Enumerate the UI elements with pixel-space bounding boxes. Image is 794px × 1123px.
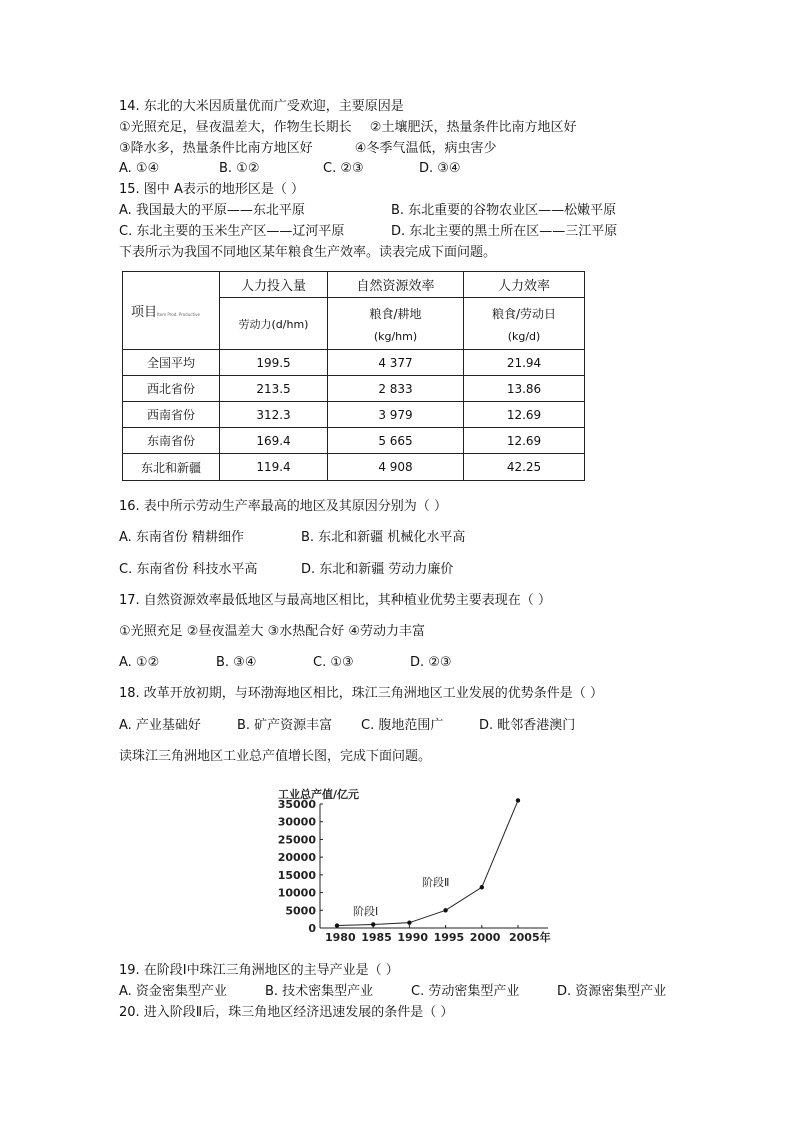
cell-labor: 119.4 xyxy=(220,454,328,481)
cell-region: 西北省份 xyxy=(123,376,220,402)
header-col3-mid: 粮食/劳动日 xyxy=(491,306,557,321)
cell-human: 12.69 xyxy=(464,402,585,428)
chart-intro: 读珠江三角洲地区工业总产值增长图，完成下面问题。 xyxy=(119,749,432,764)
cell-human: 42.25 xyxy=(464,454,585,481)
q15-options-row1 xyxy=(119,203,616,219)
q17-stem: 17. 自然资源效率最低地区与最高地区相比，其种植业优势主要表现在（ ） xyxy=(119,593,551,608)
q19-option-d[interactable]: D. 资源密集型产业 xyxy=(557,984,667,999)
header-col3-sub xyxy=(464,298,585,350)
header-col1-top: 人力投入量 xyxy=(220,272,328,298)
header-col2-top: 自然资源效率 xyxy=(328,272,464,298)
data-point xyxy=(480,885,484,889)
header-col3-top: 人力效率 xyxy=(464,272,585,298)
x-tick-label: 1990 xyxy=(397,931,429,944)
q15-option-d[interactable]: D. 东北主要的黑土所在区——三江平原 xyxy=(391,224,618,239)
cell-human: 21.94 xyxy=(464,350,585,376)
q15-stem: 15. 图中 A表示的地形区是（ ） xyxy=(119,182,304,197)
grain-efficiency-table xyxy=(122,271,585,481)
q17-option-c[interactable]: C. ①③ xyxy=(313,655,354,670)
q20-stem: 20. 进入阶段Ⅱ后，珠三角地区经济迅速发展的条件是（ ） xyxy=(119,1005,454,1020)
x-tick-label: 2005年 xyxy=(509,931,551,944)
cell-land: 4 908 xyxy=(328,454,464,481)
cell-region: 东北和新疆 xyxy=(123,454,220,481)
cell-labor: 169.4 xyxy=(220,428,328,454)
cell-labor: 199.5 xyxy=(220,350,328,376)
q14-option-c[interactable]: C. ②③ xyxy=(323,161,364,176)
cell-land: 4 377 xyxy=(328,350,464,376)
header-item xyxy=(123,272,220,350)
q19-option-a[interactable]: A. 资金密集型产业 xyxy=(119,984,227,999)
y-tick-label: 30000 xyxy=(277,815,316,829)
x-tick-label: 1995 xyxy=(433,931,465,944)
q14-item-4: ④冬季气温低，病虫害少 xyxy=(354,141,497,156)
q14-option-d[interactable]: D. ③④ xyxy=(419,161,461,176)
q19-options xyxy=(119,984,666,1000)
q19-option-c[interactable]: C. 劳动密集型产业 xyxy=(411,984,520,999)
q16-option-a[interactable]: A. 东南省份 精耕细作 xyxy=(119,530,245,545)
q17-option-a[interactable]: A. ①② xyxy=(119,655,160,670)
q14-item-1: ①光照充足，昼夜温差大，作物生长期长 xyxy=(119,120,352,135)
q14-stem: 14. 东北的大米因质量优而广受欢迎，主要原因是 xyxy=(119,99,404,114)
header-col1-unit: 劳动力(d/hm) xyxy=(238,317,309,331)
cell-labor: 213.5 xyxy=(220,376,328,402)
cell-human: 12.69 xyxy=(464,428,585,454)
data-point xyxy=(335,923,339,927)
q16-option-b[interactable]: B. 东北和新疆 机械化水平高 xyxy=(301,530,466,545)
q15-options-row2 xyxy=(119,224,617,240)
q16-option-c[interactable]: C. 东南省份 科技水平高 xyxy=(119,562,258,577)
industry-output-chart xyxy=(268,782,558,946)
q14-options xyxy=(119,161,461,177)
table-intro: 下表所示为我国不同地区某年粮食生产效率。读表完成下面问题。 xyxy=(119,245,497,260)
q14-items-row1 xyxy=(119,120,576,136)
y-tick-label: 0 xyxy=(308,922,316,935)
cell-land: 5 665 xyxy=(328,428,464,454)
header-col2-unit: (kg/hm) xyxy=(373,329,418,343)
y-tick-label: 5000 xyxy=(285,904,316,918)
cell-human: 13.86 xyxy=(464,376,585,402)
cell-land: 2 833 xyxy=(328,376,464,402)
q18-stem: 18. 改革开放初期，与环渤海地区相比，珠江三角洲地区工业发展的优势条件是（ ） xyxy=(119,686,603,701)
q18-option-d[interactable]: D. 毗邻香港澳门 xyxy=(479,718,576,733)
annotation-stage-1: 阶段Ⅰ xyxy=(353,905,379,918)
q16-options-row1 xyxy=(119,530,465,546)
table-row xyxy=(123,350,585,376)
q14-items-row2 xyxy=(119,141,496,157)
x-tick-label: 2000 xyxy=(469,931,501,944)
q15-option-b[interactable]: B. 东北重要的谷物农业区——松嫩平原 xyxy=(391,203,617,218)
q16-options-row2 xyxy=(119,562,453,578)
table-row xyxy=(123,402,585,428)
q18-option-c[interactable]: C. 腹地范围广 xyxy=(361,718,444,733)
q16-option-d[interactable]: D. 东北和新疆 劳动力廉价 xyxy=(301,562,454,577)
x-tick-label: 1985 xyxy=(361,931,392,944)
header-col2-mid: 粮食/耕地 xyxy=(369,306,422,321)
data-point xyxy=(516,798,520,802)
q17-option-b[interactable]: B. ③④ xyxy=(216,655,257,670)
q16-stem: 16. 表中所示劳动生产率最高的地区及其原因分别为（ ） xyxy=(119,499,447,514)
data-point xyxy=(371,922,375,926)
q15-option-c[interactable]: C. 东北主要的玉米生产区——辽河平原 xyxy=(119,224,345,239)
cell-labor: 312.3 xyxy=(220,402,328,428)
cell-region: 东南省份 xyxy=(123,428,220,454)
cell-region: 全国平均 xyxy=(123,350,220,376)
q17-items: ①光照充足 ②昼夜温差大 ③水热配合好 ④劳动力丰富 xyxy=(119,624,426,639)
y-tick-label: 15000 xyxy=(277,868,316,882)
y-tick-label: 10000 xyxy=(277,886,316,900)
q19-stem: 19. 在阶段Ⅰ中珠江三角洲地区的主导产业是（ ） xyxy=(119,963,399,978)
q15-option-a[interactable]: A. 我国最大的平原——东北平原 xyxy=(119,203,305,218)
q17-option-d[interactable]: D. ②③ xyxy=(410,655,452,670)
cell-region: 西南省份 xyxy=(123,402,220,428)
q18-options xyxy=(119,718,575,734)
y-tick-label: 25000 xyxy=(277,833,316,847)
annotation-stage-2: 阶段Ⅱ xyxy=(422,876,450,889)
q14-option-a[interactable]: A. ①④ xyxy=(119,161,160,176)
header-col2-sub xyxy=(328,298,464,350)
q14-item-2: ②土壤肥沃，热量条件比南方地区好 xyxy=(369,120,577,135)
data-point xyxy=(407,920,411,924)
q17-options xyxy=(119,655,452,671)
header-item-label: 项目 xyxy=(131,305,158,320)
y-axis-label: 工业总产值/亿元 xyxy=(278,788,360,801)
q18-option-a[interactable]: A. 产业基础好 xyxy=(119,718,201,733)
q19-option-b[interactable]: B. 技术密集型产业 xyxy=(265,984,374,999)
table-row xyxy=(123,376,585,402)
data-point xyxy=(443,908,447,912)
y-tick-label: 35000 xyxy=(277,798,316,811)
table-row xyxy=(123,428,585,454)
q18-option-b[interactable]: B. 矿产资源丰富 xyxy=(237,718,333,733)
cell-land: 3 979 xyxy=(328,402,464,428)
y-ticks xyxy=(278,798,323,935)
x-tick-label: 1980 xyxy=(325,931,356,944)
y-tick-label: 20000 xyxy=(277,851,316,865)
header-col1-sub xyxy=(220,298,328,350)
q14-item-3: ③降水多，热量条件比南方地区好 xyxy=(119,141,313,156)
table-row xyxy=(123,454,585,481)
header-item-tiny: Item Prod. Productive xyxy=(157,312,200,317)
q14-option-b[interactable]: B. ①② xyxy=(219,161,260,176)
header-col3-unit: (kg/d) xyxy=(507,329,541,343)
